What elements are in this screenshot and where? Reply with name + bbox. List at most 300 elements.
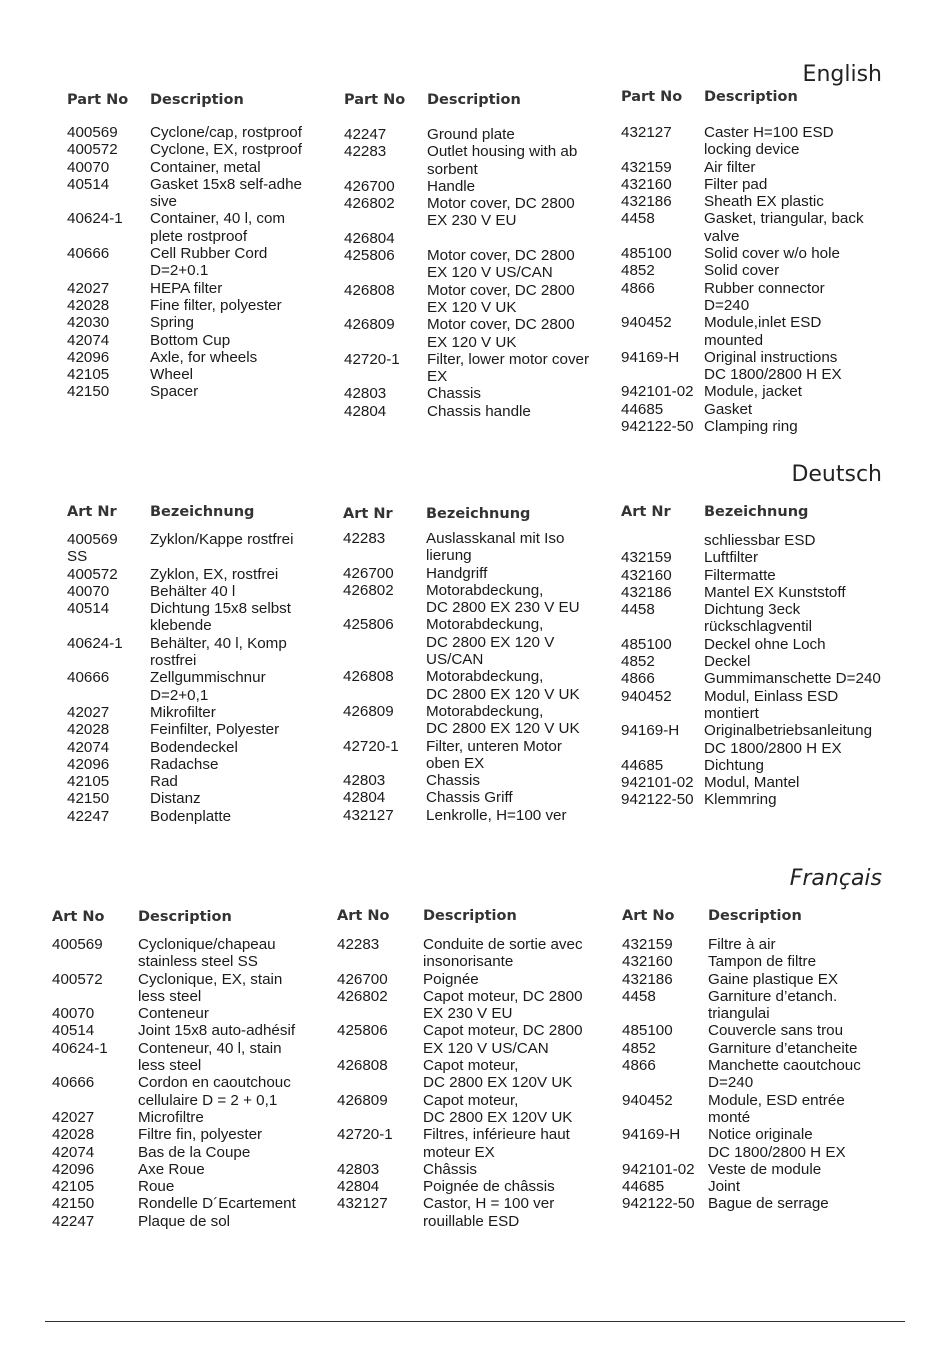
part-description: less steel <box>138 1057 202 1075</box>
part-description: rückschlagventil <box>704 618 813 636</box>
part-row <box>52 1022 296 1040</box>
part-row <box>67 634 287 670</box>
part-number: 4852 <box>621 653 655 671</box>
part-description: Rondelle D´Ecartement <box>138 1195 296 1213</box>
part-description: Joint <box>708 1178 741 1196</box>
part-description: Bottom Cup <box>150 331 231 349</box>
part-number: 4866 <box>622 1057 656 1075</box>
part-description: Zyklon/Kappe rostfrei <box>150 531 294 548</box>
part-number: 42030 <box>67 314 110 332</box>
part-number: 426809 <box>344 316 395 334</box>
description-header: Description <box>423 908 517 924</box>
parts-column <box>337 908 583 1230</box>
part-number: 426700 <box>343 564 394 582</box>
part-number: 400569 <box>67 531 118 548</box>
part-row <box>337 1160 478 1178</box>
part-row <box>344 316 575 351</box>
part-description: moteur EX <box>423 1143 495 1161</box>
section-title-francais: Français <box>789 866 882 891</box>
part-row <box>344 143 578 178</box>
part-number: 42247 <box>52 1212 95 1230</box>
part-row <box>52 1212 231 1230</box>
part-description: monté <box>708 1108 751 1126</box>
part-number: 42720-1 <box>343 737 399 755</box>
part-row <box>621 653 751 671</box>
part-row <box>621 566 776 584</box>
part-row <box>621 175 768 193</box>
part-description: D=240 <box>704 296 750 314</box>
part-description: stainless steel SS <box>138 953 258 971</box>
part-row <box>621 158 756 176</box>
part-description: Roue <box>138 1178 175 1196</box>
part-description: Filtermatte <box>704 566 776 584</box>
part-number: 94169-H <box>621 722 680 740</box>
part-description: Filter, unteren Motor <box>426 737 562 755</box>
part-description: plete rostproof <box>150 227 248 245</box>
part-row <box>344 350 590 386</box>
part-description: Tampon de filtre <box>708 953 817 971</box>
part-description: Behälter 40 l <box>150 582 236 600</box>
part-description: Axle, for wheels <box>150 348 258 366</box>
part-description: Distanz <box>150 790 201 808</box>
part-description: DC 2800 EX 120V UK <box>423 1108 573 1126</box>
part-number: 42804 <box>344 402 387 420</box>
part-description: DC 2800 EX 120 V UK <box>426 685 580 703</box>
part-description: Mantel EX Kunststoff <box>704 583 846 601</box>
part-number: 42105 <box>52 1178 95 1196</box>
parts-column <box>622 908 861 1213</box>
part-number: 40666 <box>67 669 110 687</box>
part-description: Motor cover, DC 2800 <box>427 281 575 299</box>
part-number: 40070 <box>67 582 110 600</box>
part-row <box>67 565 279 583</box>
part-row <box>621 601 813 636</box>
part-row <box>621 549 759 567</box>
part-row <box>52 1126 263 1144</box>
part-row <box>52 1108 204 1126</box>
description-header: Description <box>150 92 244 108</box>
part-number: 4852 <box>621 262 655 280</box>
part-description: locking device <box>704 141 800 159</box>
part-description: Garniture d’etanch. <box>708 987 838 1005</box>
part-number: 42283 <box>344 143 387 161</box>
part-description: EX <box>427 368 448 386</box>
part-description: Motorabdeckung, <box>426 668 544 686</box>
parts-column <box>621 504 881 809</box>
part-number: 40624-1 <box>52 1039 108 1057</box>
part-number: 432160 <box>622 953 673 971</box>
part-number: 42247 <box>67 807 110 825</box>
part-number-header: Part No <box>67 92 129 108</box>
part-description: Poignée de châssis <box>423 1178 555 1196</box>
part-number: 42074 <box>67 331 110 349</box>
part-description: Conduite de sortie avec <box>423 936 583 953</box>
part-number: 425806 <box>344 247 395 265</box>
part-number: 4458 <box>622 987 656 1005</box>
part-number: 42096 <box>67 755 110 773</box>
part-description: Motor cover, DC 2800 <box>427 247 575 265</box>
part-row <box>67 383 199 401</box>
part-row <box>67 314 194 332</box>
part-row <box>622 1126 846 1161</box>
part-number: 40514 <box>67 600 110 618</box>
part-row <box>344 385 482 403</box>
part-row <box>52 970 283 1006</box>
part-row <box>67 721 280 739</box>
part-number: 942101-02 <box>621 774 694 792</box>
part-row <box>622 1160 822 1178</box>
part-description: Motorabdeckung, <box>426 616 544 634</box>
part-row <box>343 530 565 565</box>
part-description: Auslasskanal mit Iso <box>426 530 565 547</box>
part-number: 42804 <box>343 789 386 807</box>
part-row <box>344 195 575 230</box>
part-row <box>337 970 479 988</box>
part-number: 40070 <box>52 1005 95 1023</box>
part-number: 42803 <box>343 772 386 790</box>
part-number: 400572 <box>52 970 103 988</box>
part-row <box>621 722 873 757</box>
part-row <box>621 418 798 436</box>
parts-column <box>343 506 580 824</box>
part-row <box>622 936 776 953</box>
part-row <box>337 1126 570 1161</box>
part-number: 942101-02 <box>621 383 694 401</box>
part-number: 40070 <box>67 158 110 176</box>
part-description: Module,inlet ESD <box>704 314 822 332</box>
part-row <box>621 791 777 809</box>
table-header <box>52 909 232 929</box>
part-number: 400569 <box>52 936 103 953</box>
part-row <box>621 348 842 384</box>
part-description: Garniture d’etancheite <box>708 1039 858 1057</box>
description-header: Bezeichnung <box>704 504 809 520</box>
part-description: Luftfilter <box>704 549 759 567</box>
parts-column <box>621 89 864 436</box>
part-description: Ground plate <box>427 126 515 143</box>
part-row <box>67 279 223 297</box>
part-row <box>67 210 286 245</box>
description-header: Description <box>427 92 521 108</box>
part-number: SS <box>67 548 88 566</box>
part-number: 942122-50 <box>621 791 694 809</box>
part-row <box>337 1057 573 1092</box>
part-description: Deckel <box>704 653 751 671</box>
part-description: Lenkrolle, H=100 ver <box>426 806 567 824</box>
part-number: 42027 <box>52 1108 95 1126</box>
part-description: DC 2800 EX 120V UK <box>423 1074 573 1092</box>
part-number: 44685 <box>622 1178 665 1196</box>
part-description: Radachse <box>150 755 219 773</box>
part-description: cellulaire D = 2 + 0,1 <box>138 1091 278 1109</box>
part-number: 426808 <box>337 1057 388 1075</box>
part-description: klebende <box>150 617 212 635</box>
part-number: 42803 <box>337 1160 380 1178</box>
description-header: Bezeichnung <box>426 506 531 522</box>
part-number: 42027 <box>67 703 110 721</box>
part-description: Cyclonique/chapeau <box>138 936 276 953</box>
part-row <box>622 987 838 1023</box>
part-row <box>344 402 531 420</box>
part-description: Conteneur <box>138 1005 209 1023</box>
part-number: 426802 <box>337 987 388 1005</box>
part-description: Capot moteur, DC 2800 <box>423 987 583 1005</box>
part-row <box>67 175 302 211</box>
part-description: Fine filter, polyester <box>150 296 282 314</box>
part-number: 44685 <box>621 756 664 774</box>
part-description: Châssis <box>423 1160 478 1178</box>
part-description: Notice originale <box>708 1126 813 1144</box>
part-number: 4458 <box>621 210 655 228</box>
part-description: Joint 15x8 auto-adhésif <box>138 1022 296 1040</box>
part-number: 426700 <box>337 970 388 988</box>
part-description: mounted <box>704 331 764 349</box>
part-description: HEPA filter <box>150 279 223 297</box>
part-number: 432186 <box>621 193 672 211</box>
part-row <box>621 687 839 723</box>
part-description: Cyclone, EX, rostproof <box>150 141 302 159</box>
part-number: 432159 <box>621 158 672 176</box>
part-description: schliessbar ESD <box>704 532 816 549</box>
part-number: 432160 <box>621 566 672 584</box>
part-description: rouillable ESD <box>423 1212 520 1230</box>
part-description: Motorabdeckung, <box>426 581 544 599</box>
part-description: Gasket, triangular, back <box>704 210 864 228</box>
part-description: Sheath EX plastic <box>704 193 824 211</box>
part-number: 432186 <box>622 970 673 988</box>
part-number: 400572 <box>67 141 118 159</box>
part-description: Motor cover, DC 2800 <box>427 316 575 334</box>
part-description: insonorisante <box>423 953 514 971</box>
part-description: lierung <box>426 547 472 565</box>
part-description: D=240 <box>708 1074 754 1092</box>
part-number: 94169-H <box>621 348 680 366</box>
part-number: 942122-50 <box>622 1195 695 1213</box>
part-number: 42720-1 <box>337 1126 393 1144</box>
part-number: 432186 <box>621 583 672 601</box>
part-row <box>67 773 178 791</box>
part-description: Rad <box>150 773 178 791</box>
part-description: Veste de module <box>708 1160 822 1178</box>
table-header <box>337 908 517 928</box>
part-number: 432127 <box>343 806 394 824</box>
part-description: sorbent <box>427 160 478 178</box>
part-description: Castor, H = 100 ver <box>423 1195 555 1213</box>
part-description: Bodendeckel <box>150 738 238 756</box>
part-description: DC 2800 EX 120 V UK <box>426 720 580 738</box>
part-description: Motor cover, DC 2800 <box>427 195 575 213</box>
part-description: Cyclone/cap, rostproof <box>150 124 302 141</box>
part-description: rostfrei <box>150 652 197 670</box>
part-description: Bague de serrage <box>708 1195 829 1213</box>
part-row <box>621 124 834 159</box>
part-row <box>622 1091 845 1127</box>
part-description: Gaine plastique EX <box>708 970 839 988</box>
part-row <box>621 279 825 315</box>
part-number: 42283 <box>343 530 386 547</box>
part-number: 426700 <box>344 177 395 195</box>
part-row <box>621 245 840 263</box>
part-number: 4852 <box>622 1039 656 1057</box>
part-row <box>621 774 800 792</box>
part-number: 42028 <box>67 721 110 739</box>
part-row <box>621 670 881 688</box>
part-row <box>67 703 216 721</box>
part-row <box>52 1005 209 1023</box>
part-row <box>621 193 824 211</box>
part-row <box>621 532 816 549</box>
part-row <box>343 789 513 807</box>
part-number: 426809 <box>337 1091 388 1109</box>
part-number: 425806 <box>337 1022 388 1040</box>
part-number: 432127 <box>621 124 672 141</box>
part-number: 40666 <box>67 245 110 263</box>
part-description: EX 120 V UK <box>427 298 517 316</box>
part-number: 400569 <box>67 124 118 141</box>
part-row <box>67 245 268 280</box>
part-description: Chassis <box>427 385 482 403</box>
part-number: 42105 <box>67 773 110 791</box>
part-description: Dichtung 15x8 selbst <box>150 600 291 618</box>
part-description: less steel <box>138 987 202 1005</box>
part-number: 426802 <box>344 195 395 213</box>
part-row <box>67 296 282 314</box>
part-number-header: Art No <box>622 908 675 924</box>
part-description: Filtres, inférieure haut <box>423 1126 570 1144</box>
part-row <box>67 548 123 565</box>
part-row <box>343 702 580 738</box>
description-header: Description <box>708 908 802 924</box>
part-row <box>344 247 575 282</box>
part-number: 426808 <box>344 281 395 299</box>
part-number: 40624-1 <box>67 634 123 652</box>
part-number: 94169-H <box>622 1126 681 1144</box>
part-row <box>621 210 864 245</box>
part-description: Capot moteur, <box>423 1091 519 1109</box>
description-header: Bezeichnung <box>150 504 255 520</box>
part-description: Klemmring <box>704 791 777 809</box>
part-number: 485100 <box>621 245 672 263</box>
part-number-header: Art No <box>52 909 105 925</box>
part-description: Microfiltre <box>138 1108 204 1126</box>
part-description: Module, jacket <box>704 383 802 401</box>
part-row <box>343 737 562 773</box>
part-description: Caster H=100 ESD <box>704 124 834 141</box>
part-row <box>621 383 802 401</box>
part-description: DC 1800/2800 H EX <box>708 1143 846 1161</box>
part-row <box>67 600 291 635</box>
part-description: Gummimanschette D=240 <box>704 670 881 688</box>
part-number: 426808 <box>343 668 394 686</box>
part-row <box>67 807 232 825</box>
part-description: sive <box>150 193 178 211</box>
part-description: DC 1800/2800 H EX <box>704 739 842 757</box>
part-row <box>343 772 481 790</box>
part-description: Chassis Griff <box>426 789 513 807</box>
part-row <box>67 582 236 600</box>
part-number: 40624-1 <box>67 210 123 228</box>
part-row <box>622 1178 741 1196</box>
part-number: 42096 <box>52 1160 95 1178</box>
part-number: 42283 <box>337 936 380 953</box>
part-description: Deckel ohne Loch <box>704 635 826 653</box>
part-description: Modul, Einlass ESD <box>704 687 839 705</box>
part-row <box>67 790 201 808</box>
part-description: Dichtung <box>704 756 764 774</box>
part-number: 4866 <box>621 279 655 297</box>
part-number: 942101-02 <box>622 1160 695 1178</box>
part-description: Couvercle sans trou <box>708 1022 844 1040</box>
part-number: 42150 <box>67 790 110 808</box>
part-number-header: Part No <box>344 92 406 108</box>
part-description: Solid cover w/o hole <box>704 245 840 263</box>
part-number: 42074 <box>67 738 110 756</box>
part-description: Behälter, 40 l, Komp <box>150 634 287 652</box>
section-title-english: English <box>802 62 882 87</box>
part-description: Filtre à air <box>708 936 776 953</box>
part-row <box>52 1160 205 1178</box>
part-description: EX 120 V US/CAN <box>427 264 553 282</box>
part-description: Rubber connector <box>704 279 825 297</box>
part-number: 42074 <box>52 1143 95 1161</box>
table-header <box>621 504 809 524</box>
part-row <box>622 1039 858 1057</box>
part-description: Filter, lower motor cover <box>427 350 590 368</box>
table-header <box>344 92 521 112</box>
part-row <box>67 669 266 704</box>
part-description: Filter pad <box>704 175 768 193</box>
part-row <box>52 1178 175 1196</box>
part-row <box>67 738 238 756</box>
table-header <box>343 506 531 526</box>
part-description: Container, 40 l, com <box>150 210 286 228</box>
part-number: 42247 <box>344 126 387 143</box>
part-number: 42027 <box>67 279 110 297</box>
part-description: Gasket 15x8 self-adhe <box>150 175 302 193</box>
table-header <box>621 89 798 109</box>
part-description: Filtre fin, polyester <box>138 1126 263 1144</box>
part-description: Outlet housing with ab <box>427 143 578 161</box>
part-number: 940452 <box>621 314 672 332</box>
part-row <box>621 262 780 280</box>
part-number-header: Art Nr <box>621 504 671 520</box>
part-row <box>344 177 476 195</box>
part-description: montiert <box>704 704 759 722</box>
part-description: Clamping ring <box>704 418 798 436</box>
part-row <box>67 124 302 141</box>
part-row <box>622 1057 861 1092</box>
part-description: Zellgummischnur <box>150 669 266 687</box>
part-row <box>67 531 294 548</box>
part-row <box>337 936 583 971</box>
parts-column <box>67 92 302 401</box>
part-number: 42028 <box>52 1126 95 1144</box>
part-description: EX 230 V EU <box>427 212 517 230</box>
part-description: Cordon en caoutchouc <box>138 1074 291 1092</box>
part-row <box>622 1022 844 1040</box>
part-row <box>622 953 817 971</box>
part-number-header: Art Nr <box>67 504 117 520</box>
table-header <box>67 504 255 524</box>
part-number: 42720-1 <box>344 350 400 368</box>
part-number: 432159 <box>622 936 673 953</box>
part-description: Bas de la Coupe <box>138 1143 251 1161</box>
part-description: Module, ESD entrée <box>708 1091 845 1109</box>
part-row <box>52 1195 296 1213</box>
part-number: 42150 <box>52 1195 95 1213</box>
part-row <box>622 1195 829 1213</box>
part-number: 432127 <box>337 1195 388 1213</box>
